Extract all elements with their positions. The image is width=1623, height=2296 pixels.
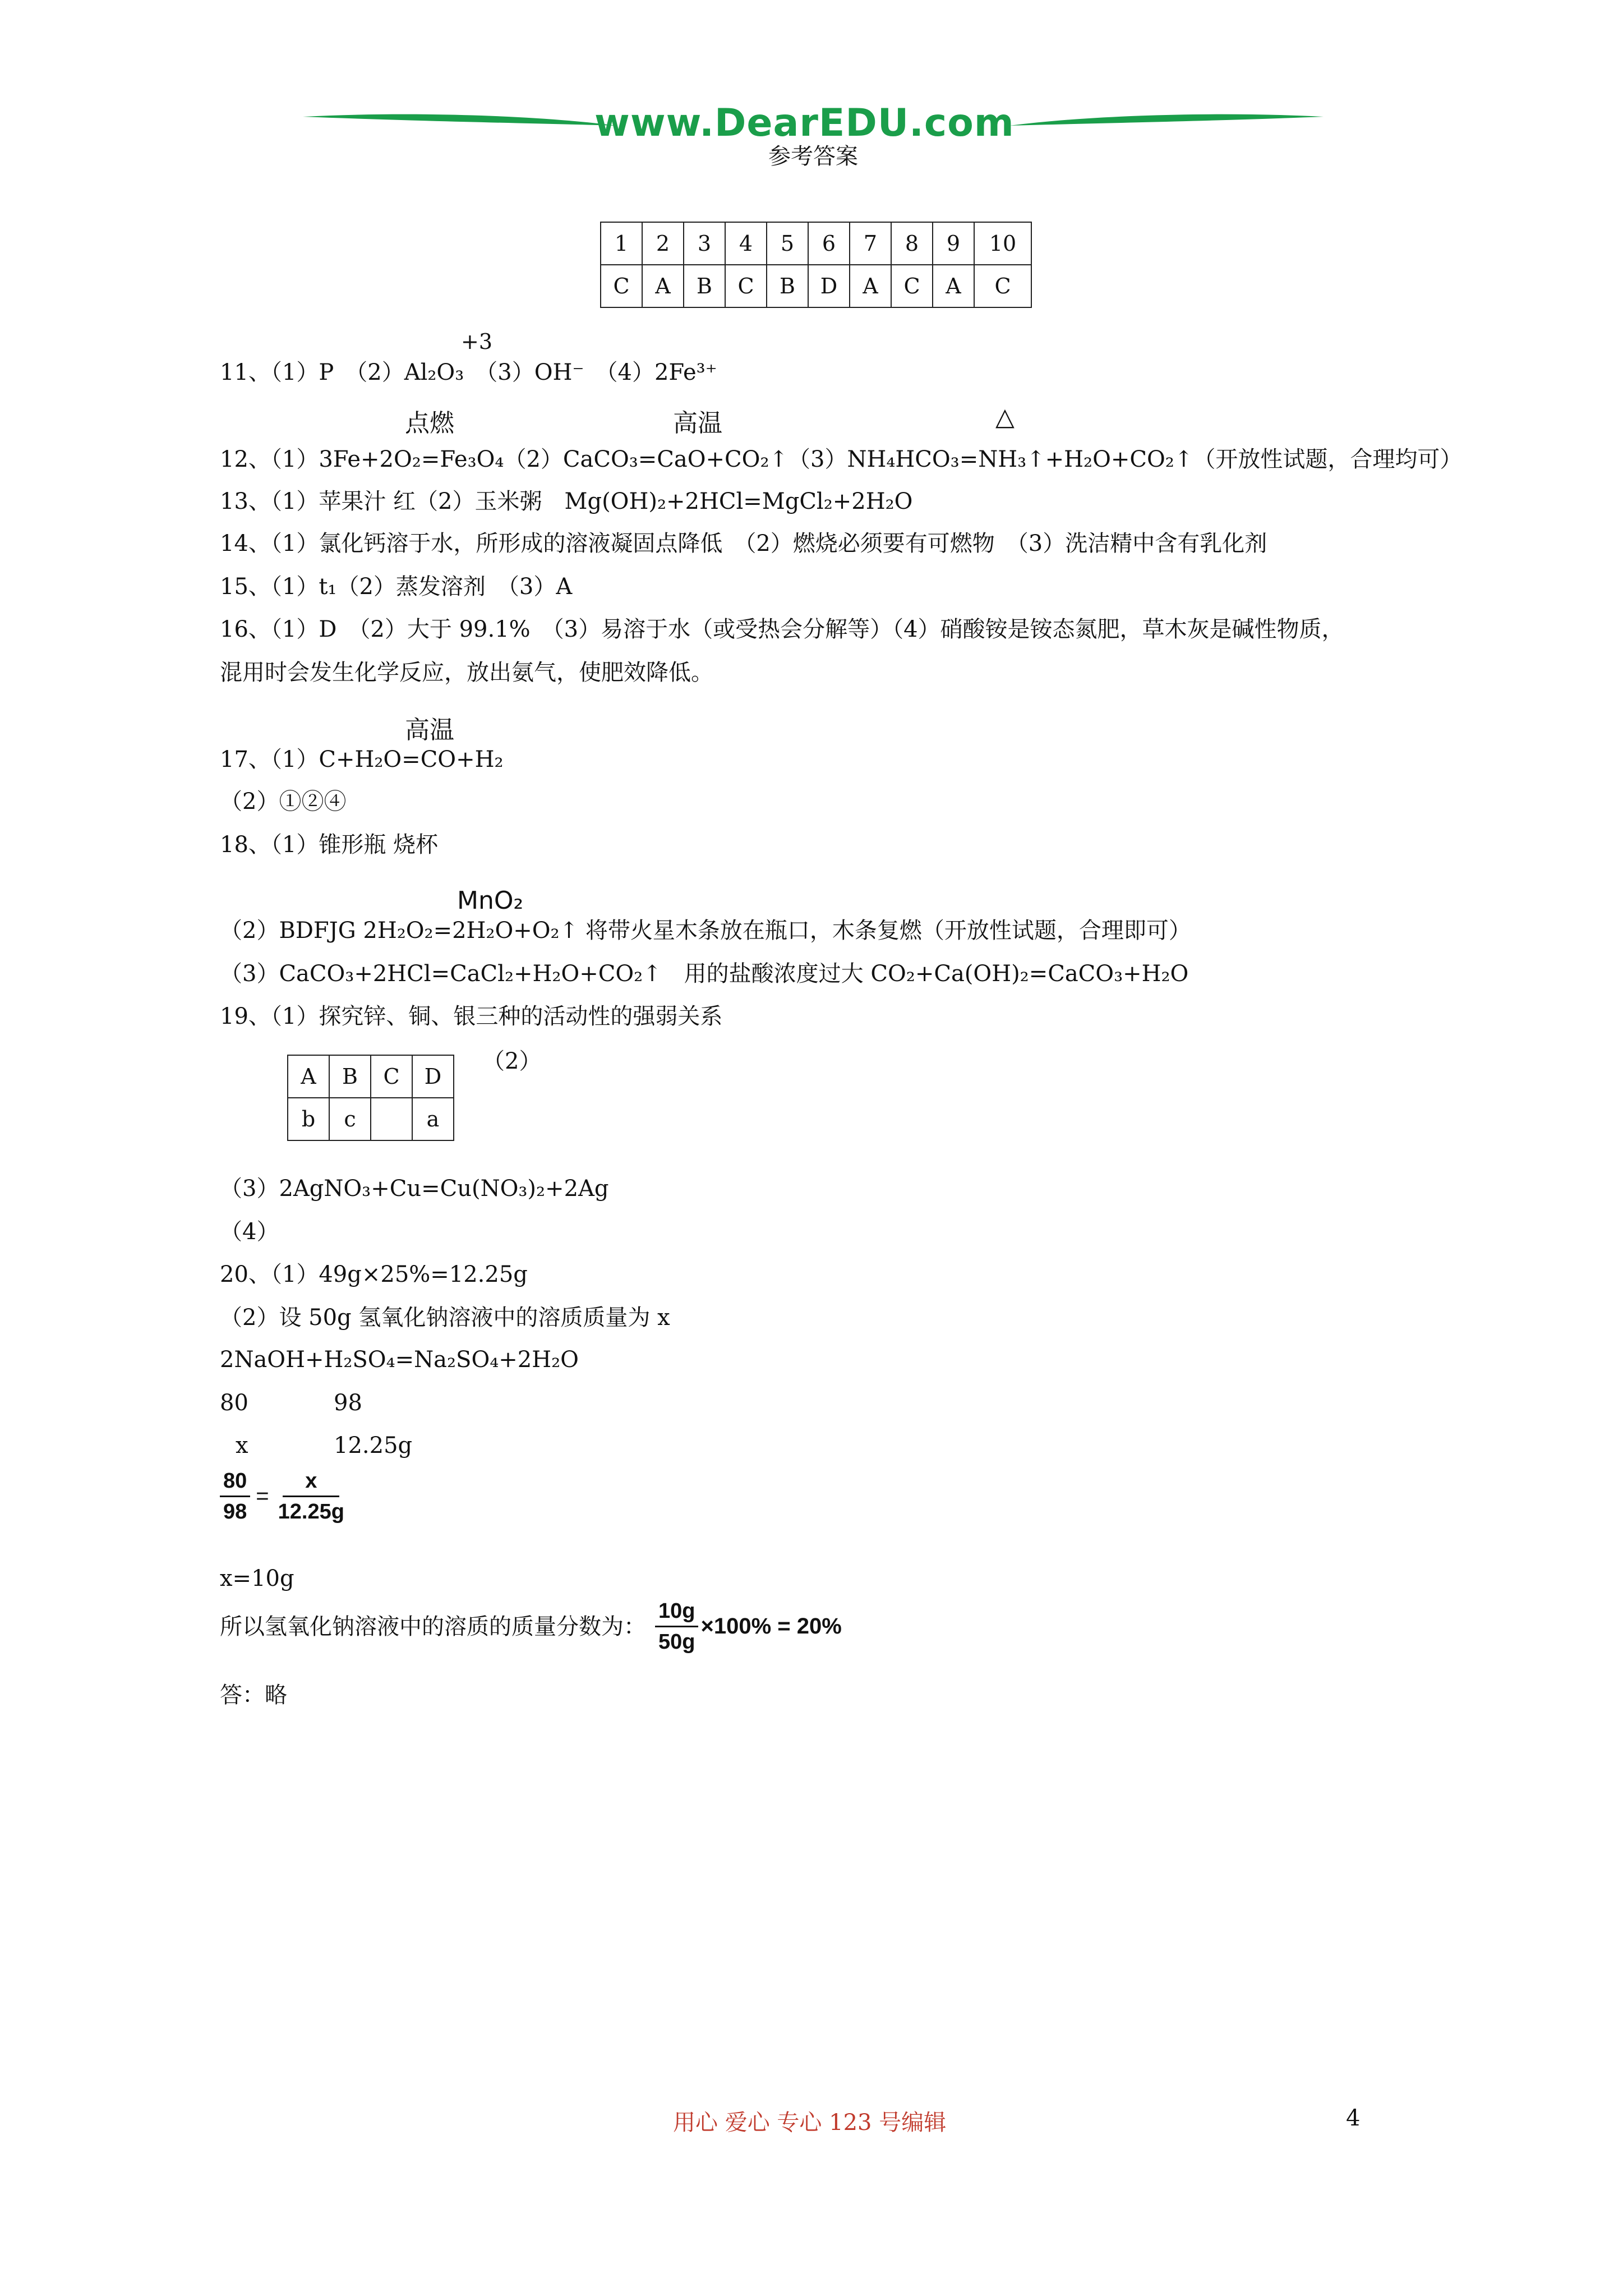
answer-table	[600, 222, 1032, 308]
fraction-denominator: 50g	[658, 1630, 695, 1654]
q20-proportion	[220, 1469, 348, 1524]
table-cell: A	[850, 265, 891, 307]
table-row	[288, 1098, 454, 1140]
table-cell: 5	[767, 222, 808, 265]
table-cell: 7	[850, 222, 891, 265]
q17-answer-line2: （2）①②④	[220, 789, 347, 815]
footer-credit: 用心 爱心 专心 123 号编辑	[673, 2110, 947, 2136]
fraction	[220, 1469, 250, 1524]
q20-unknown: x	[236, 1433, 248, 1458]
fraction-denominator: 98	[223, 1500, 247, 1524]
table-cell: a	[412, 1098, 454, 1140]
q20-known: 12.25g	[334, 1433, 413, 1458]
q18-catalyst: MnO₂	[457, 886, 524, 915]
page-title: 参考答案	[768, 144, 858, 169]
q12-condition-ignite: 点燃	[405, 409, 454, 438]
swoosh-right-icon	[1009, 107, 1324, 140]
q11-valence-mark: +3	[461, 329, 493, 354]
q19-answer-line4: （4）	[220, 1219, 279, 1245]
fraction	[275, 1469, 348, 1524]
q18-answer-line3: （3）CaCO₃+2HCl=CaCl₂+H₂O+CO₂↑ 用的盐酸浓度过大 CO₂+Ca(OH)₂=CaCO₃+H₂O	[220, 961, 1189, 987]
table-cell: 9	[933, 222, 974, 265]
table-row	[288, 1055, 454, 1098]
table-cell: b	[288, 1098, 329, 1140]
q17-answer-line1: 17、（1）C+H₂O=CO+H₂	[220, 747, 504, 772]
q12-condition-high-temp: 高温	[673, 409, 722, 438]
table-cell: 1	[601, 222, 642, 265]
q12-answer: 12、（1）3Fe+2O₂=Fe₃O₄（2）CaCO₃=CaO+CO₂↑（3）NH₄HCO₃=NH₃↑+H₂O+CO₂↑（开放性试题，合理均可）	[220, 447, 1463, 472]
q15-answer: 15、（1）t₁（2）蒸发溶剂 （3）A	[220, 574, 573, 600]
table-cell: 8	[891, 222, 933, 265]
table-cell: C	[974, 265, 1031, 307]
table-cell: C	[601, 265, 642, 307]
table-cell: D	[808, 265, 850, 307]
q20-conclusion	[220, 1599, 842, 1654]
q20-mass-naoh: 80	[220, 1390, 248, 1416]
table-cell: B	[684, 265, 725, 307]
table-cell: B	[329, 1055, 371, 1098]
q13-answer: 13、（1）苹果汁 红（2）玉米粥 Mg(OH)₂+2HCl=MgCl₂+2H₂O	[220, 489, 913, 514]
table-cell: c	[329, 1098, 371, 1140]
q14-answer: 14、（1）氯化钙溶于水，所形成的溶液凝固点降低 （2）燃烧必须要有可燃物 （3）洗洁精中含有乳化剂	[220, 531, 1267, 556]
table-cell	[371, 1098, 412, 1140]
table-cell: A	[288, 1055, 329, 1098]
q17-condition-high-temp: 高温	[405, 716, 454, 744]
table-cell: 4	[725, 222, 767, 265]
fraction	[655, 1599, 698, 1654]
conclusion-text: 所以氢氧化钠溶液中的溶质的质量分数为：	[220, 1613, 646, 1640]
fraction-numerator: x	[283, 1469, 339, 1497]
percentage-result: ×100% = 20%	[700, 1614, 842, 1639]
q18-answer-line2: （2）BDFJG 2H₂O₂=2H₂O+O₂↑ 将带火星木条放在瓶口，木条复燃（开放性试题，合理即可）	[220, 918, 1191, 944]
q20-answer-line1: 20、（1）49g×25%=12.25g	[220, 1262, 528, 1287]
fraction-numerator: 80	[220, 1469, 250, 1497]
q16-answer-line2: 混用时会发生化学反应，放出氨气，使肥效降低。	[220, 660, 713, 685]
table-row	[601, 222, 1031, 265]
table-cell: 10	[974, 222, 1031, 265]
fraction-denominator: 12.25g	[278, 1500, 344, 1524]
q19-table	[287, 1055, 454, 1141]
table-cell: 2	[642, 222, 684, 265]
q19-answer-line1: 19、（1）探究锌、铜、银三种的活动性的强弱关系	[220, 1004, 723, 1029]
site-logo-text: www.DearEDU.com	[594, 101, 1015, 145]
table-cell: C	[725, 265, 767, 307]
table-cell: C	[371, 1055, 412, 1098]
q20-equation: 2NaOH+H₂SO₄=Na₂SO₄+2H₂O	[220, 1347, 579, 1373]
q18-answer-line1: 18、（1）锥形瓶 烧杯	[220, 832, 439, 858]
table-cell: 6	[808, 222, 850, 265]
q16-answer-line1: 16、（1）D （2）大于 99.1% （3）易溶于水（或受热会分解等）（4）硝酸铵是铵态氮肥，草木灰是碱性物质，	[220, 616, 1344, 642]
table-cell: C	[891, 265, 933, 307]
table-cell: D	[412, 1055, 454, 1098]
table-cell: A	[933, 265, 974, 307]
q20-result: x=10g	[220, 1566, 294, 1591]
table-cell: A	[642, 265, 684, 307]
q11-answer: 11、（1）P （2）Al₂O₃ （3）OH⁻ （4）2Fe³⁺	[220, 360, 717, 385]
page-number: 4	[1346, 2105, 1361, 2131]
table-row	[601, 265, 1031, 307]
equals-sign: =	[256, 1484, 269, 1508]
fraction-numerator: 10g	[655, 1599, 698, 1627]
table-cell: B	[767, 265, 808, 307]
q12-condition-heat: △	[995, 403, 1015, 431]
q20-final-answer: 答：略	[220, 1682, 287, 1708]
q20-answer-line2: （2）设 50g 氢氧化钠溶液中的溶质质量为 x	[220, 1305, 670, 1331]
q20-mass-h2so4: 98	[334, 1390, 362, 1416]
q19-part2-label: （2）	[482, 1048, 542, 1074]
table-cell: 3	[684, 222, 725, 265]
q19-answer-line3: （3）2AgNO₃+Cu=Cu(NO₃)₂+2Ag	[220, 1176, 609, 1202]
swoosh-left-icon	[303, 107, 617, 140]
